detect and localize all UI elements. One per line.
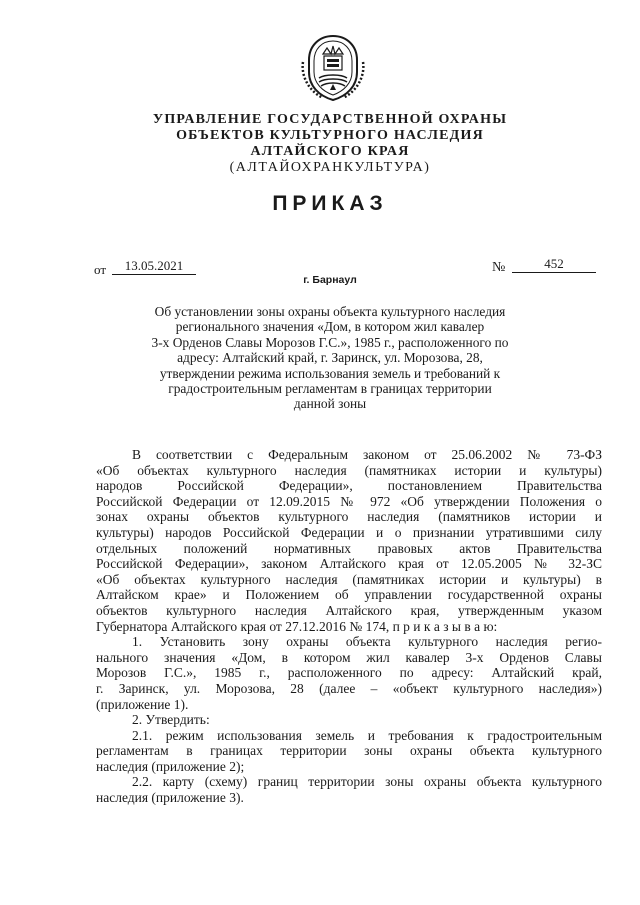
document-body — [96, 447, 602, 806]
organization-name-line1: УПРАВЛЕНИЕ ГОСУДАРСТВЕННОЙ ОХРАНЫ — [152, 112, 508, 127]
document-date: 13.05.2021 — [112, 258, 196, 275]
body-line: объектов культурного наследия Алтайского края, утвержденным указом — [96, 602, 602, 618]
body-line: зонах охраны объектов культурного наследия (памятников истории и — [96, 509, 602, 525]
subject-line: Об установлении зоны охраны объекта культурного наследия — [154, 304, 506, 319]
body-line: нального значения «Дом, в котором жил кавалер 3-х Орденов Славы — [96, 649, 602, 665]
date-prefix: от — [94, 262, 107, 277]
organization-short-name: (АЛТАЙОХРАНКУЛЬТУРА) — [229, 160, 431, 175]
body-line: Морозов Г.С.», 1985 г., расположенного по адресу: Алтайский край, — [96, 665, 602, 681]
body-line: Российской Федерации», законом Алтайского края от 12.05.2005 № 32-ЗС — [96, 556, 602, 572]
body-line: (приложение 1). — [96, 696, 189, 712]
body-line: Российской Федерации от 12.09.2015 № 972 «Об утверждении Положения о — [96, 493, 602, 509]
body-line: 1. Установить зону охраны объекта культурного наследия регио- — [132, 634, 602, 650]
number-prefix: № — [492, 260, 506, 275]
body-line: регламентам в границах территории зоны охраны объекта культурного — [96, 743, 602, 759]
altai-krai-coat-of-arms-icon — [297, 32, 369, 104]
body-line: культуры) народов Российской Федерации и о признании утратившими силу — [96, 524, 602, 540]
document-number: 452 — [512, 256, 596, 273]
subject-line: градостроительным регламентам в границах территории — [168, 381, 492, 397]
body-line: Алтайском крае» и Положением об управлении государственной охраны — [96, 587, 602, 603]
body-line: народов Российской Федерации», постановлением Правительства — [96, 478, 602, 494]
body-line: 2.2. карту (схему) границ территории зоны охраны объекта культурного — [132, 774, 602, 790]
body-line: 2. Утвердить: — [132, 712, 210, 728]
subject-line: адресу: Алтайский край, г. Заринск, ул. Морозова, 28, — [177, 350, 483, 366]
body-line: «Об объектах культурного наследия (памятниках истории и культуры) в — [96, 571, 602, 587]
body-line: отдельных положений нормативных правовых актов Правительства — [96, 540, 602, 556]
organization-name-line3: АЛТАЙСКОГО КРАЯ — [250, 144, 410, 159]
body-line: г. Заринск, ул. Морозова, 28 (далее – «объект культурного наследия») — [96, 680, 602, 696]
city: г. Барнаул — [303, 274, 357, 286]
body-line: В соответствии с Федеральным законом от 25.06.2002 № 73-ФЗ — [132, 447, 602, 462]
subject-line: регионального значения «Дом, в котором жил кавалер — [175, 319, 485, 335]
subject-line: утверждении режима использования земель и требований к — [159, 365, 501, 381]
subject-line: 3-х Орденов Славы Морозов Г.С.», 1985 г., расположенного по — [151, 334, 509, 350]
document-type-title: ПРИКАЗ — [272, 192, 388, 215]
subject-line: данной зоны — [293, 396, 367, 412]
body-line: Губернатора Алтайского края от 27.12.2016 № 174, п р и к а з ы в а ю: — [96, 618, 498, 634]
organization-name-line2: ОБЪЕКТОВ КУЛЬТУРНОГО НАСЛЕДИЯ — [176, 128, 484, 143]
body-line: наследия (приложение 3). — [96, 790, 244, 806]
document-subject — [110, 304, 550, 412]
body-line: наследия (приложение 2); — [96, 758, 245, 774]
body-line: 2.1. режим использования земель и требования к градостроительным — [132, 727, 602, 743]
body-line: «Об объектах культурного наследия (памятниках истории и культуры) — [96, 462, 602, 478]
